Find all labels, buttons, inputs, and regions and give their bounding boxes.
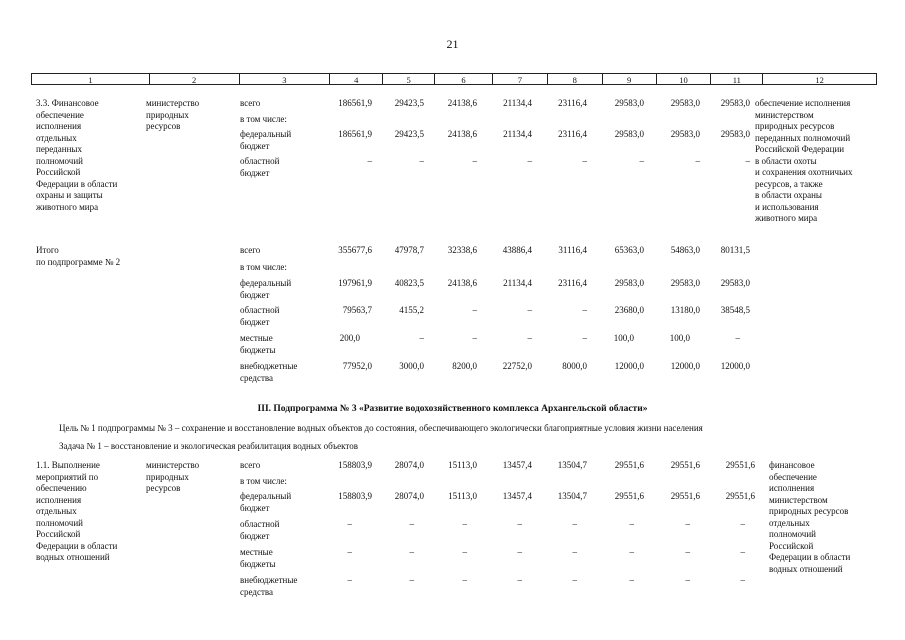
b3-vsego-total: 158803,9	[338, 460, 372, 470]
b2-src-mest-line: бюджеты	[240, 344, 276, 355]
header-col-3: 3	[239, 74, 330, 84]
b3-vneb-y3: –	[517, 575, 522, 585]
b3-obl-y5: –	[629, 519, 634, 529]
b1-src-obl-line: бюджет	[240, 167, 270, 178]
b3-mest-y6: –	[685, 547, 690, 557]
b3-fed-y5: 29551,6	[614, 491, 644, 501]
b1-name-line: охраны и защиты	[36, 190, 103, 200]
b1-src-obl	[240, 156, 279, 179]
b2-src-mest-line: местные	[240, 333, 273, 343]
b3-vneb-y5: –	[629, 575, 634, 585]
b3-vsego-y6: 29551,6	[670, 460, 700, 470]
b2-mest-y1: –	[419, 333, 424, 343]
header-col-11: 11	[710, 74, 762, 84]
header-col-9: 9	[602, 74, 656, 84]
section-title: III. Подпрограмма № 3 «Развитие водохозяйственного комплекса Архангельской области»	[257, 404, 648, 414]
b3-executor-cell	[146, 460, 199, 495]
b2-src-obl-line: бюджет	[240, 316, 270, 327]
b1-result-line: природных ресурсов	[755, 121, 835, 131]
b1-obl-y2: –	[472, 156, 477, 166]
b3-vneb-y7: –	[740, 575, 745, 585]
b3-result-line: отдельных	[769, 517, 810, 528]
b1-executor-cell	[146, 98, 199, 133]
b3-obl-y7: –	[740, 519, 745, 529]
b3-result-cell	[769, 460, 850, 575]
b3-src-vsego: всего	[240, 460, 261, 470]
b2-src-vtom: в том числе:	[240, 262, 287, 272]
table-header-row	[31, 73, 877, 85]
b1-fed-y5: 29583,0	[614, 129, 644, 139]
b1-fed-y4: 23116,4	[558, 129, 587, 139]
b2-vsego-y1: 47978,7	[394, 245, 424, 255]
b1-fed-y1: 29423,5	[394, 129, 424, 139]
b3-src-vneb-line: внебюджетные	[240, 575, 298, 585]
b3-src-mest-line: бюджеты	[240, 558, 276, 569]
b2-src-vneb-line: внебюджетные	[240, 361, 298, 371]
b2-vsego-total: 355677,6	[338, 245, 372, 255]
b1-name-line: отдельных	[36, 132, 77, 143]
b1-result-line: и использования	[755, 201, 819, 212]
b3-src-fed	[240, 491, 291, 514]
b1-name-line: обеспечение	[36, 109, 84, 120]
b3-src-fed-line: федеральный	[240, 491, 292, 501]
b2-vsego-y6: 54863,0	[670, 245, 700, 255]
page-number: 21	[446, 37, 459, 51]
header-col-2: 2	[149, 74, 239, 84]
b3-src-vtom: в том числе:	[240, 476, 287, 486]
b3-vneb-y6: –	[685, 575, 690, 585]
b1-fed-total: 186561,9	[338, 129, 372, 139]
b3-fed-y3: 13457,4	[502, 491, 532, 501]
b2-src-fed	[240, 278, 291, 301]
b3-executor-line: министерство	[146, 460, 200, 470]
b1-executor-line: ресурсов	[146, 121, 181, 131]
b1-result-line: ресурсов, а также	[755, 178, 823, 189]
b2-vneb-total: 77952,0	[342, 361, 372, 371]
b1-executor-line: министерство	[146, 98, 200, 108]
b2-obl-y3: –	[527, 305, 532, 315]
b2-name-line: по подпрограмме № 2	[36, 256, 121, 267]
b2-fed-y4: 23116,4	[558, 278, 587, 288]
b3-obl-y4: –	[572, 519, 577, 529]
b1-name-line: животного мира	[36, 201, 99, 212]
b3-vneb-y4: –	[572, 575, 577, 585]
b3-vsego-y5: 29551,6	[614, 460, 644, 470]
b2-src-mest	[240, 333, 276, 356]
b2-fed-y3: 21134,4	[503, 278, 532, 288]
b3-mest-y7: –	[740, 547, 745, 557]
b3-result-line: природных ресурсов	[769, 506, 849, 516]
header-col-6: 6	[434, 74, 492, 84]
b3-src-mest	[240, 547, 276, 570]
b2-mest-y4: –	[582, 333, 587, 343]
b3-fed-y7: 29551,6	[725, 491, 755, 501]
b1-result-line: в области охоты	[755, 155, 817, 166]
b3-vsego-y7: 29551,6	[725, 460, 755, 470]
b1-name-line: исполнения	[36, 121, 82, 131]
b3-vneb-y1: –	[409, 575, 414, 585]
b3-result-line: Российской	[769, 540, 814, 551]
b2-fed-total: 197961,9	[338, 278, 372, 288]
b3-src-obl	[240, 519, 279, 542]
b3-name-line: обеспечению	[36, 483, 87, 493]
b1-src-fed-line: федеральный	[240, 129, 292, 139]
b2-obl-y1: 4155,2	[399, 305, 424, 315]
b2-obl-y7: 38548,5	[720, 305, 750, 315]
b1-src-vsego: всего	[240, 98, 261, 108]
b3-src-vneb-line: средства	[240, 586, 274, 597]
b1-name-line: переданных	[36, 144, 82, 154]
b2-fed-y5: 29583,0	[614, 278, 644, 288]
b1-fed-y7: 29583,0	[720, 129, 750, 139]
b1-name-line: Российской	[36, 167, 81, 177]
b3-name-cell	[36, 460, 117, 564]
b2-obl-y6: 13180,0	[670, 305, 700, 315]
b2-name-line: Итого	[36, 245, 59, 255]
b2-src-fed-line: бюджет	[240, 289, 270, 300]
b3-src-obl-line: областной	[240, 519, 280, 529]
b1-vsego-y7: 29583,0	[720, 98, 750, 108]
b3-fed-y6: 29551,6	[670, 491, 700, 501]
b2-src-vneb	[240, 361, 297, 384]
b3-src-vneb	[240, 575, 297, 598]
b3-fed-total: 158803,9	[338, 491, 372, 501]
b2-src-obl-line: областной	[240, 305, 280, 315]
b2-obl-total: 79563,7	[342, 305, 372, 315]
b3-result-line: полномочий	[769, 529, 816, 539]
b2-vsego-y5: 65363,0	[614, 245, 644, 255]
b1-name-line: полномочий	[36, 155, 83, 166]
b3-vsego-y3: 13457,4	[502, 460, 532, 470]
b1-vsego-y5: 29583,0	[614, 98, 644, 108]
b2-src-fed-line: федеральный	[240, 278, 292, 288]
b1-name-cell	[36, 98, 117, 213]
b3-name-line: Федерации в области	[36, 540, 118, 551]
b2-mest-y5: 100,0	[613, 333, 634, 343]
b1-vsego-y1: 29423,5	[394, 98, 424, 108]
b3-result-line: обеспечение	[769, 471, 817, 482]
b2-obl-y5: 23680,0	[614, 305, 644, 315]
b1-obl-y5: –	[639, 156, 644, 166]
b2-obl-y2: –	[472, 305, 477, 315]
b1-result-line: и сохранения охотничьих	[755, 167, 853, 177]
b3-name-line: водных отношений	[36, 552, 110, 562]
b3-fed-y2: 15113,0	[448, 491, 477, 501]
b1-fed-y2: 24138,6	[447, 129, 477, 139]
b3-name-line: мероприятий по	[36, 471, 99, 482]
b3-name-line: отдельных	[36, 506, 77, 516]
b3-fed-y1: 28074,0	[394, 491, 424, 501]
b3-vsego-y4: 13504,7	[557, 460, 587, 470]
b3-mest-y1: –	[409, 547, 414, 557]
b2-vsego-y4: 31116,4	[558, 245, 587, 255]
b2-vneb-y2: 8200,0	[452, 361, 477, 371]
b3-name-line: полномочий	[36, 517, 83, 528]
b3-mest-y4: –	[572, 547, 577, 557]
b2-vsego-y2: 32338,6	[447, 245, 477, 255]
b1-vsego-total: 186561,9	[338, 98, 372, 108]
header-col-12: 12	[762, 74, 876, 84]
b2-vneb-y7: 12000,0	[720, 361, 750, 371]
b1-src-obl-line: областной	[240, 156, 280, 166]
b1-executor-line: природных	[146, 109, 189, 120]
b3-obl-y3: –	[517, 519, 522, 529]
b1-obl-y6: –	[695, 156, 700, 166]
b1-src-vtom: в том числе:	[240, 114, 287, 124]
b2-vneb-y4: 8000,0	[562, 361, 587, 371]
b3-mest-y5: –	[629, 547, 634, 557]
header-col-10: 10	[656, 74, 711, 84]
b2-vneb-y1: 3000,0	[399, 361, 424, 371]
header-col-8: 8	[547, 74, 602, 84]
b2-name-cell	[36, 245, 120, 268]
b3-mest-y2: –	[462, 547, 467, 557]
b3-src-obl-line: бюджет	[240, 530, 270, 541]
b3-mest-total: –	[347, 547, 352, 557]
b3-obl-y6: –	[685, 519, 690, 529]
b3-executor-line: ресурсов	[146, 483, 181, 493]
section-task: Задача № 1 – восстановление и экологическая реабилитация водных объектов	[59, 441, 358, 451]
b1-src-fed	[240, 129, 291, 152]
b1-result-line: переданных полномочий	[755, 132, 851, 143]
b3-name-line: исполнения	[36, 494, 82, 505]
b3-result-line: министерством	[769, 494, 828, 505]
b3-src-fed-line: бюджет	[240, 502, 270, 513]
b2-vneb-y5: 12000,0	[614, 361, 644, 371]
b1-vsego-y4: 23116,4	[558, 98, 587, 108]
b2-fed-y7: 29583,0	[720, 278, 750, 288]
b2-vneb-y6: 12000,0	[670, 361, 700, 371]
b2-vsego-y3: 43886,4	[502, 245, 532, 255]
b1-result-line: Российской Федерации	[755, 144, 845, 154]
b2-mest-y2: –	[472, 333, 477, 343]
b1-vsego-y3: 21134,4	[503, 98, 532, 108]
header-col-1: 1	[88, 75, 93, 85]
b2-vneb-y3: 22752,0	[502, 361, 532, 371]
b3-vneb-total: –	[347, 575, 352, 585]
b1-name-line: Федерации в области	[36, 178, 118, 189]
b1-vsego-y2: 24138,6	[447, 98, 477, 108]
b1-result-line: министерством	[755, 109, 814, 120]
b2-fed-y1: 40823,5	[394, 278, 424, 288]
b1-result-cell	[755, 98, 853, 225]
b2-fed-y2: 24138,6	[447, 278, 477, 288]
b3-name-line: Российской	[36, 529, 81, 539]
section-goal: Цель № 1 подпрограммы № 3 – сохранение и восстановление водных объектов до состояния, обеспечивающего экологически благоприятные условия жизни населения	[59, 423, 703, 433]
b1-result-line: животного мира	[755, 213, 818, 223]
b1-obl-y4: –	[582, 156, 587, 166]
b2-src-vsego: всего	[240, 245, 261, 255]
b2-vsego-y7: 80131,5	[720, 245, 750, 255]
b2-mest-total: 200,0	[339, 333, 360, 343]
b1-obl-y7: –	[745, 156, 750, 166]
b3-vsego-y1: 28074,0	[394, 460, 424, 470]
b2-mest-y6: 100,0	[669, 333, 690, 343]
b3-executor-line: природных	[146, 471, 189, 482]
b3-vsego-y2: 15113,0	[448, 460, 477, 470]
b3-result-line: водных отношений	[769, 563, 843, 574]
b2-fed-y6: 29583,0	[670, 278, 700, 288]
header-col-7: 7	[492, 74, 547, 84]
b3-result-line: исполнения	[769, 483, 815, 493]
header-col-4: 4	[329, 74, 382, 84]
b3-fed-y4: 13504,7	[557, 491, 587, 501]
b3-obl-total: –	[347, 519, 352, 529]
b1-obl-y1: –	[419, 156, 424, 166]
b3-result-line: Федерации в области	[769, 552, 851, 562]
b3-obl-y1: –	[409, 519, 414, 529]
header-col-5: 5	[382, 74, 434, 84]
b2-mest-y7: –	[735, 333, 740, 343]
b1-result-line: в области охраны	[755, 190, 822, 200]
b3-name-line: 1.1. Выполнение	[36, 460, 100, 470]
b3-vneb-y2: –	[462, 575, 467, 585]
b1-obl-total: –	[367, 156, 372, 166]
b3-src-mest-line: местные	[240, 547, 273, 557]
b1-vsego-y6: 29583,0	[670, 98, 700, 108]
b1-name-line: 3.3. Финансовое	[36, 98, 99, 108]
b1-src-fed-line: бюджет	[240, 140, 270, 151]
b2-obl-y4: –	[582, 305, 587, 315]
b2-src-obl	[240, 305, 279, 328]
b3-result-line: финансовое	[769, 460, 815, 470]
b1-result-line: обеспечение исполнения	[755, 98, 851, 108]
b1-fed-y3: 21134,4	[503, 129, 532, 139]
b3-obl-y2: –	[462, 519, 467, 529]
b2-src-vneb-line: средства	[240, 372, 274, 383]
b1-fed-y6: 29583,0	[670, 129, 700, 139]
b3-mest-y3: –	[517, 547, 522, 557]
b2-mest-y3: –	[527, 333, 532, 343]
b1-obl-y3: –	[527, 156, 532, 166]
